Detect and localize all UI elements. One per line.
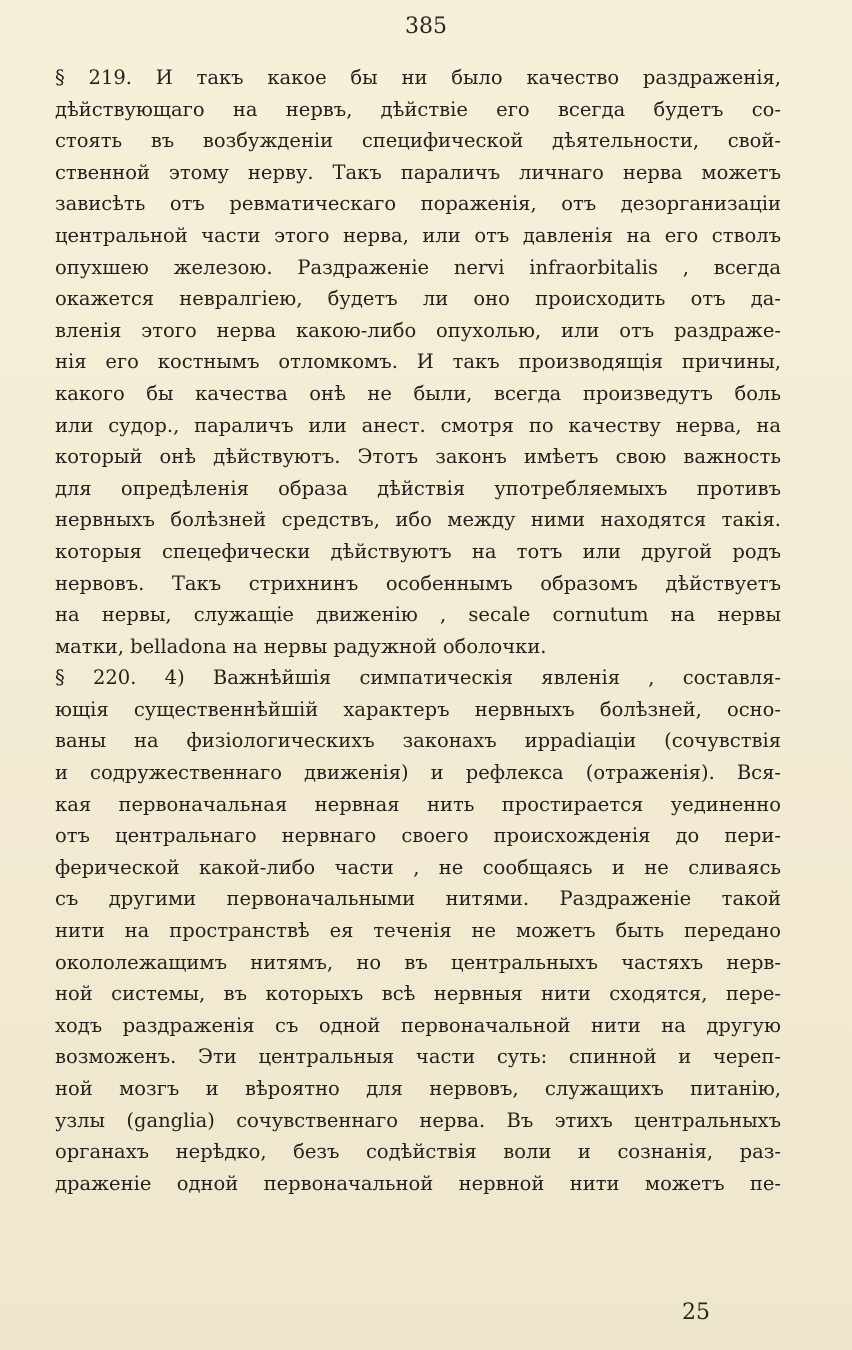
text-line: который онѣ дѣйствуютъ. Этотъ законъ имѣетъ свою важность: [55, 445, 781, 469]
text-line: опухшею железою. Раздраженіе nervi infraorbitalis , всегда: [55, 255, 781, 279]
text-line: дѣйствующаго на нервъ, дѣйствіе его всегда будетъ со-: [55, 97, 781, 121]
text-line: которыя спецефически дѣйствуютъ на тотъ или другой родъ: [55, 539, 781, 563]
text-line: нія его костнымъ отломкомъ. И такъ производящія причины,: [55, 350, 781, 374]
text-line: стоять въ возбужденіи специфической дѣятельности, свой-: [55, 129, 781, 153]
text-line: ющія существеннѣйшій характеръ нервныхъ болѣзней, осно-: [55, 697, 781, 721]
body-text: [55, 62, 781, 1199]
text-line: § 219. И такъ какое бы ни было качество раздраженія,: [55, 66, 781, 89]
text-line: ной системы, въ которыхъ всѣ нервныя нити сходятся, пере-: [55, 982, 781, 1006]
text-line: § 220. 4) Важнѣйшія симпатическія явленія , составля-: [55, 666, 781, 690]
text-line: узлы (gangliа) сочувственнаго нерва. Въ этихъ центральныхъ: [55, 1108, 781, 1132]
text-line: и содружественнаго движенія) и рефлекса (отраженія). Вся-: [55, 761, 781, 785]
text-line: вленія этого нерва какою-либо опухолью, или отъ раздраже-: [55, 318, 781, 342]
text-line: кая первоначальная нервная нить простирается уединенно: [55, 792, 781, 816]
text-line: матки, belladona на нервы радужной оболочки.: [55, 634, 547, 658]
text-line: нити на пространствѣ ея теченія не можетъ быть передано: [55, 919, 781, 943]
text-line: возможенъ. Эти центральныя части суть: спинной и череп-: [55, 1045, 781, 1069]
text-line: нервовъ. Такъ стрихнинъ особеннымъ образомъ дѣйствуетъ: [55, 571, 781, 595]
paragraph-220: [55, 662, 781, 1199]
text-line: окажется невралгіею, будетъ ли оно происходить отъ да-: [55, 287, 781, 311]
paragraph-219: [55, 62, 781, 662]
page-number: 385: [405, 14, 447, 39]
text-line: зависѣть отъ ревматическаго пораженія, отъ дезорганизаціи: [55, 192, 781, 216]
text-line: какого бы качества онѣ не были, всегда произведутъ боль: [55, 381, 781, 405]
text-line: ваны на физіологическихъ законахъ ирраdіаціи (сочувствія: [55, 729, 781, 753]
text-line: окололежащимъ нитямъ, но въ центральныхъ частяхъ нерв-: [55, 950, 781, 974]
text-line: ной мозгъ и вѣроятно для нервовъ, служащихъ питанію,: [55, 1077, 781, 1100]
text-line: ферической какой-либо части , не сообщаясь и не сливаясь: [55, 855, 781, 879]
text-line: или судор., параличъ или анест. смотря по качеству нерва, на: [55, 413, 781, 437]
text-line: ходъ раздраженія съ одной первоначальной нити на другую: [55, 1013, 781, 1037]
text-line: нервныхъ болѣзней средствъ, ибо между ними находятся такія.: [55, 508, 781, 532]
signature-mark: 25: [682, 1300, 710, 1325]
text-line: для опредѣленія образа дѣйствія употребляемыхъ противъ: [55, 476, 781, 500]
text-line: ственной этому нерву. Такъ параличъ личнаго нерва можетъ: [55, 160, 781, 184]
text-line: отъ центральнаго нервнаго своего происхожденія до пери-: [55, 824, 781, 848]
text-line: драженіе одной первоначальной нервной нити можетъ пе-: [55, 1171, 781, 1195]
text-line: центральной части этого нерва, или отъ давленія на его стволъ: [55, 223, 781, 247]
text-line: органахъ нерѣдко, безъ содѣйствія воли и сознанія, раз-: [55, 1140, 781, 1164]
text-line: съ другими первоначальными нитями. Раздраженіе такой: [55, 887, 781, 911]
text-line: на нервы, служащіе движенію , secale cornutum на нервы: [55, 603, 781, 627]
